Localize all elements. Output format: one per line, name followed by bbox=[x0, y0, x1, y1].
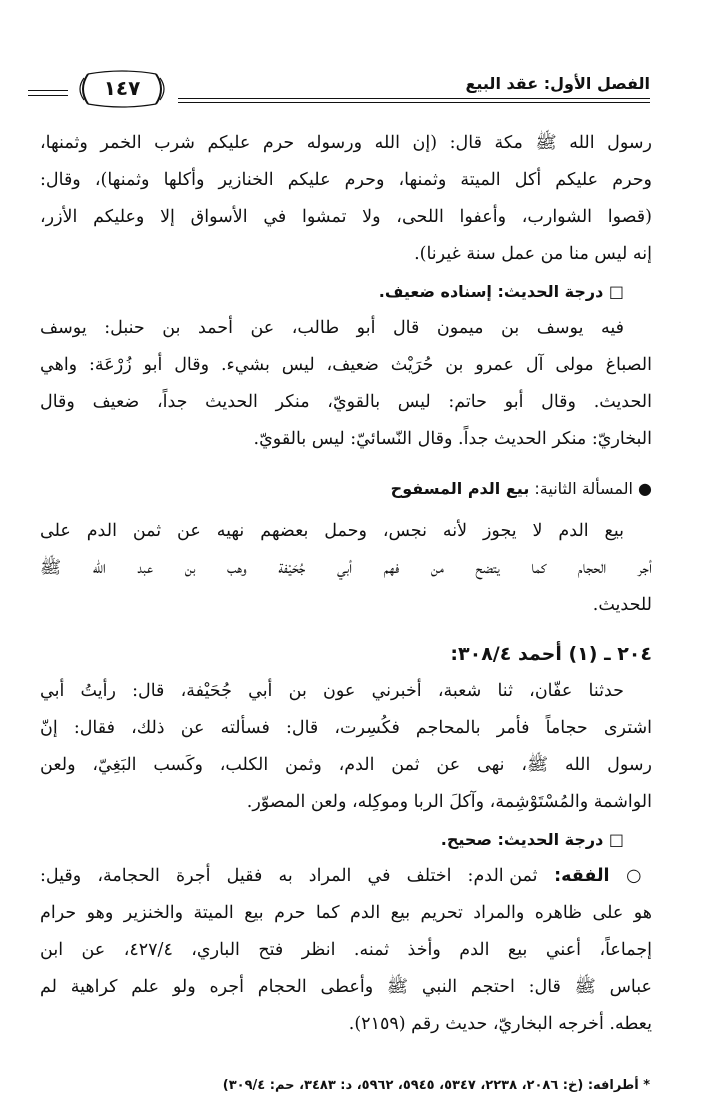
text-line: عباس ﷺ قال: احتجم النبي ﷺ وأعطى الحجام أجره ولو علم كراهية لم bbox=[40, 977, 652, 997]
issue-heading bbox=[40, 470, 652, 507]
text-line: يعطه. أخرجه البخاريّ، حديث رقم (٢١٥٩). bbox=[348, 1014, 652, 1034]
text-line: للحديث. bbox=[592, 595, 652, 615]
text-line: الصباغ مولى آل عمرو بن حُرَيْث ضعيف، ليس بشيء. وقال أبو زُرْعَة: واهي bbox=[40, 355, 652, 375]
page-number-ornament bbox=[74, 70, 170, 108]
page-header bbox=[28, 70, 650, 110]
page-number: ١٤٧ bbox=[103, 76, 141, 100]
page-body bbox=[40, 125, 652, 1043]
spacer bbox=[40, 624, 652, 636]
text-line: الواشمة والمُسْتَوْشِمة، وآكلَ الربا وموكِله، ولعن المصوّر. bbox=[246, 792, 652, 812]
hadith-grade: □ درجة الحديث: صحيح. bbox=[440, 830, 624, 849]
header-rule-left bbox=[28, 90, 68, 91]
text-line: رسول الله ﷺ، نهى عن ثمن الدم، وثمن الكلب، وكَسب البَغِيّ، ولعن bbox=[40, 755, 652, 775]
fiqh-line bbox=[40, 858, 652, 895]
text-line: (قصوا الشوارب، وأعفوا اللحى، ولا تمشوا في الأسواق إلا وعليكم الأزر، bbox=[40, 207, 652, 227]
text-line: البخاريّ: منكر الحديث جداً. وقال النّسائيّ: ليس بالقويّ. bbox=[253, 429, 652, 449]
issue-heading-prefix: ● المسألة الثانية: bbox=[529, 479, 652, 498]
header-rule bbox=[178, 102, 650, 103]
text-line: حدثنا عفّان، ثنا شعبة، أخبرني عون بن أبي جُحَيْفة، قال: رأيتُ أبي bbox=[40, 681, 624, 701]
hadith-grade: □ درجة الحديث: إسناده ضعيف. bbox=[378, 282, 624, 301]
header-rule bbox=[178, 98, 650, 99]
footnote: * أطرافه: (خ: ٢٠٨٦، ٢٢٣٨، ٥٣٤٧، ٥٩٤٥، ٥٩٦٢، د: ٣٤٨٣، حم: ٣٠٩/٤) bbox=[222, 1078, 650, 1093]
header-rule-left bbox=[28, 95, 68, 96]
text-line: اشترى حجاماً فأمر بالمحاجم فكُسِرت، قال: فسألته عن ذلك، فقال: إنّ bbox=[40, 718, 652, 738]
hadith-number-heading: ٢٠٤ ـ (١) أحمد ٣٠٨/٤: bbox=[450, 643, 652, 665]
text-line: أجر الحجام كما يتضح من فهم أبي جُحَيْفة وهب بن عبد الله ﷺ bbox=[40, 558, 652, 578]
text-line: الحديث. وقال أبو حاتم: ليس بالقويّ، منكر الحديث جداً، ضعيف وقال bbox=[40, 392, 652, 412]
issue-heading-title: بيع الدم المسفوح bbox=[390, 479, 530, 498]
text-line: فيه يوسف بن ميمون قال أبو طالب، عن أحمد بن حنبل: يوسف bbox=[40, 318, 624, 338]
text-line: وحرم عليكم أكل الميتة وثمنها، وحرم عليكم الخنازير وأكلها وثمنها)، وقال: bbox=[40, 170, 652, 190]
text-line: إجماعاً، أعني بيع الدم وأخذ ثمنه. انظر فتح الباري، ٤٢٧/٤، عن ابن bbox=[40, 940, 652, 960]
fiqh-label: ○ الفقه: bbox=[537, 866, 652, 886]
text-line: ثمن الدم: اختلف في المراد به فقيل أجرة الحجامة، وقيل: bbox=[40, 866, 538, 886]
text-line: بيع الدم لا يجوز لأنه نجس، وحمل بعضهم نهيه عن ثمن الدم على bbox=[40, 521, 624, 541]
text-line: هو على ظاهره والمراد تحريم بيع الدم كما حرم بيع الميتة والخنزير وهو حرام bbox=[40, 903, 652, 923]
text-line: رسول الله ﷺ مكة قال: (إن الله ورسوله حرم عليكم شرب الخمر وثمنها، bbox=[40, 133, 652, 153]
chapter-title: الفصل الأول: عقد البيع bbox=[465, 74, 650, 93]
text-line: إنه ليس منا من عمل سنة غيرنا). bbox=[414, 244, 652, 264]
spacer bbox=[40, 458, 652, 470]
